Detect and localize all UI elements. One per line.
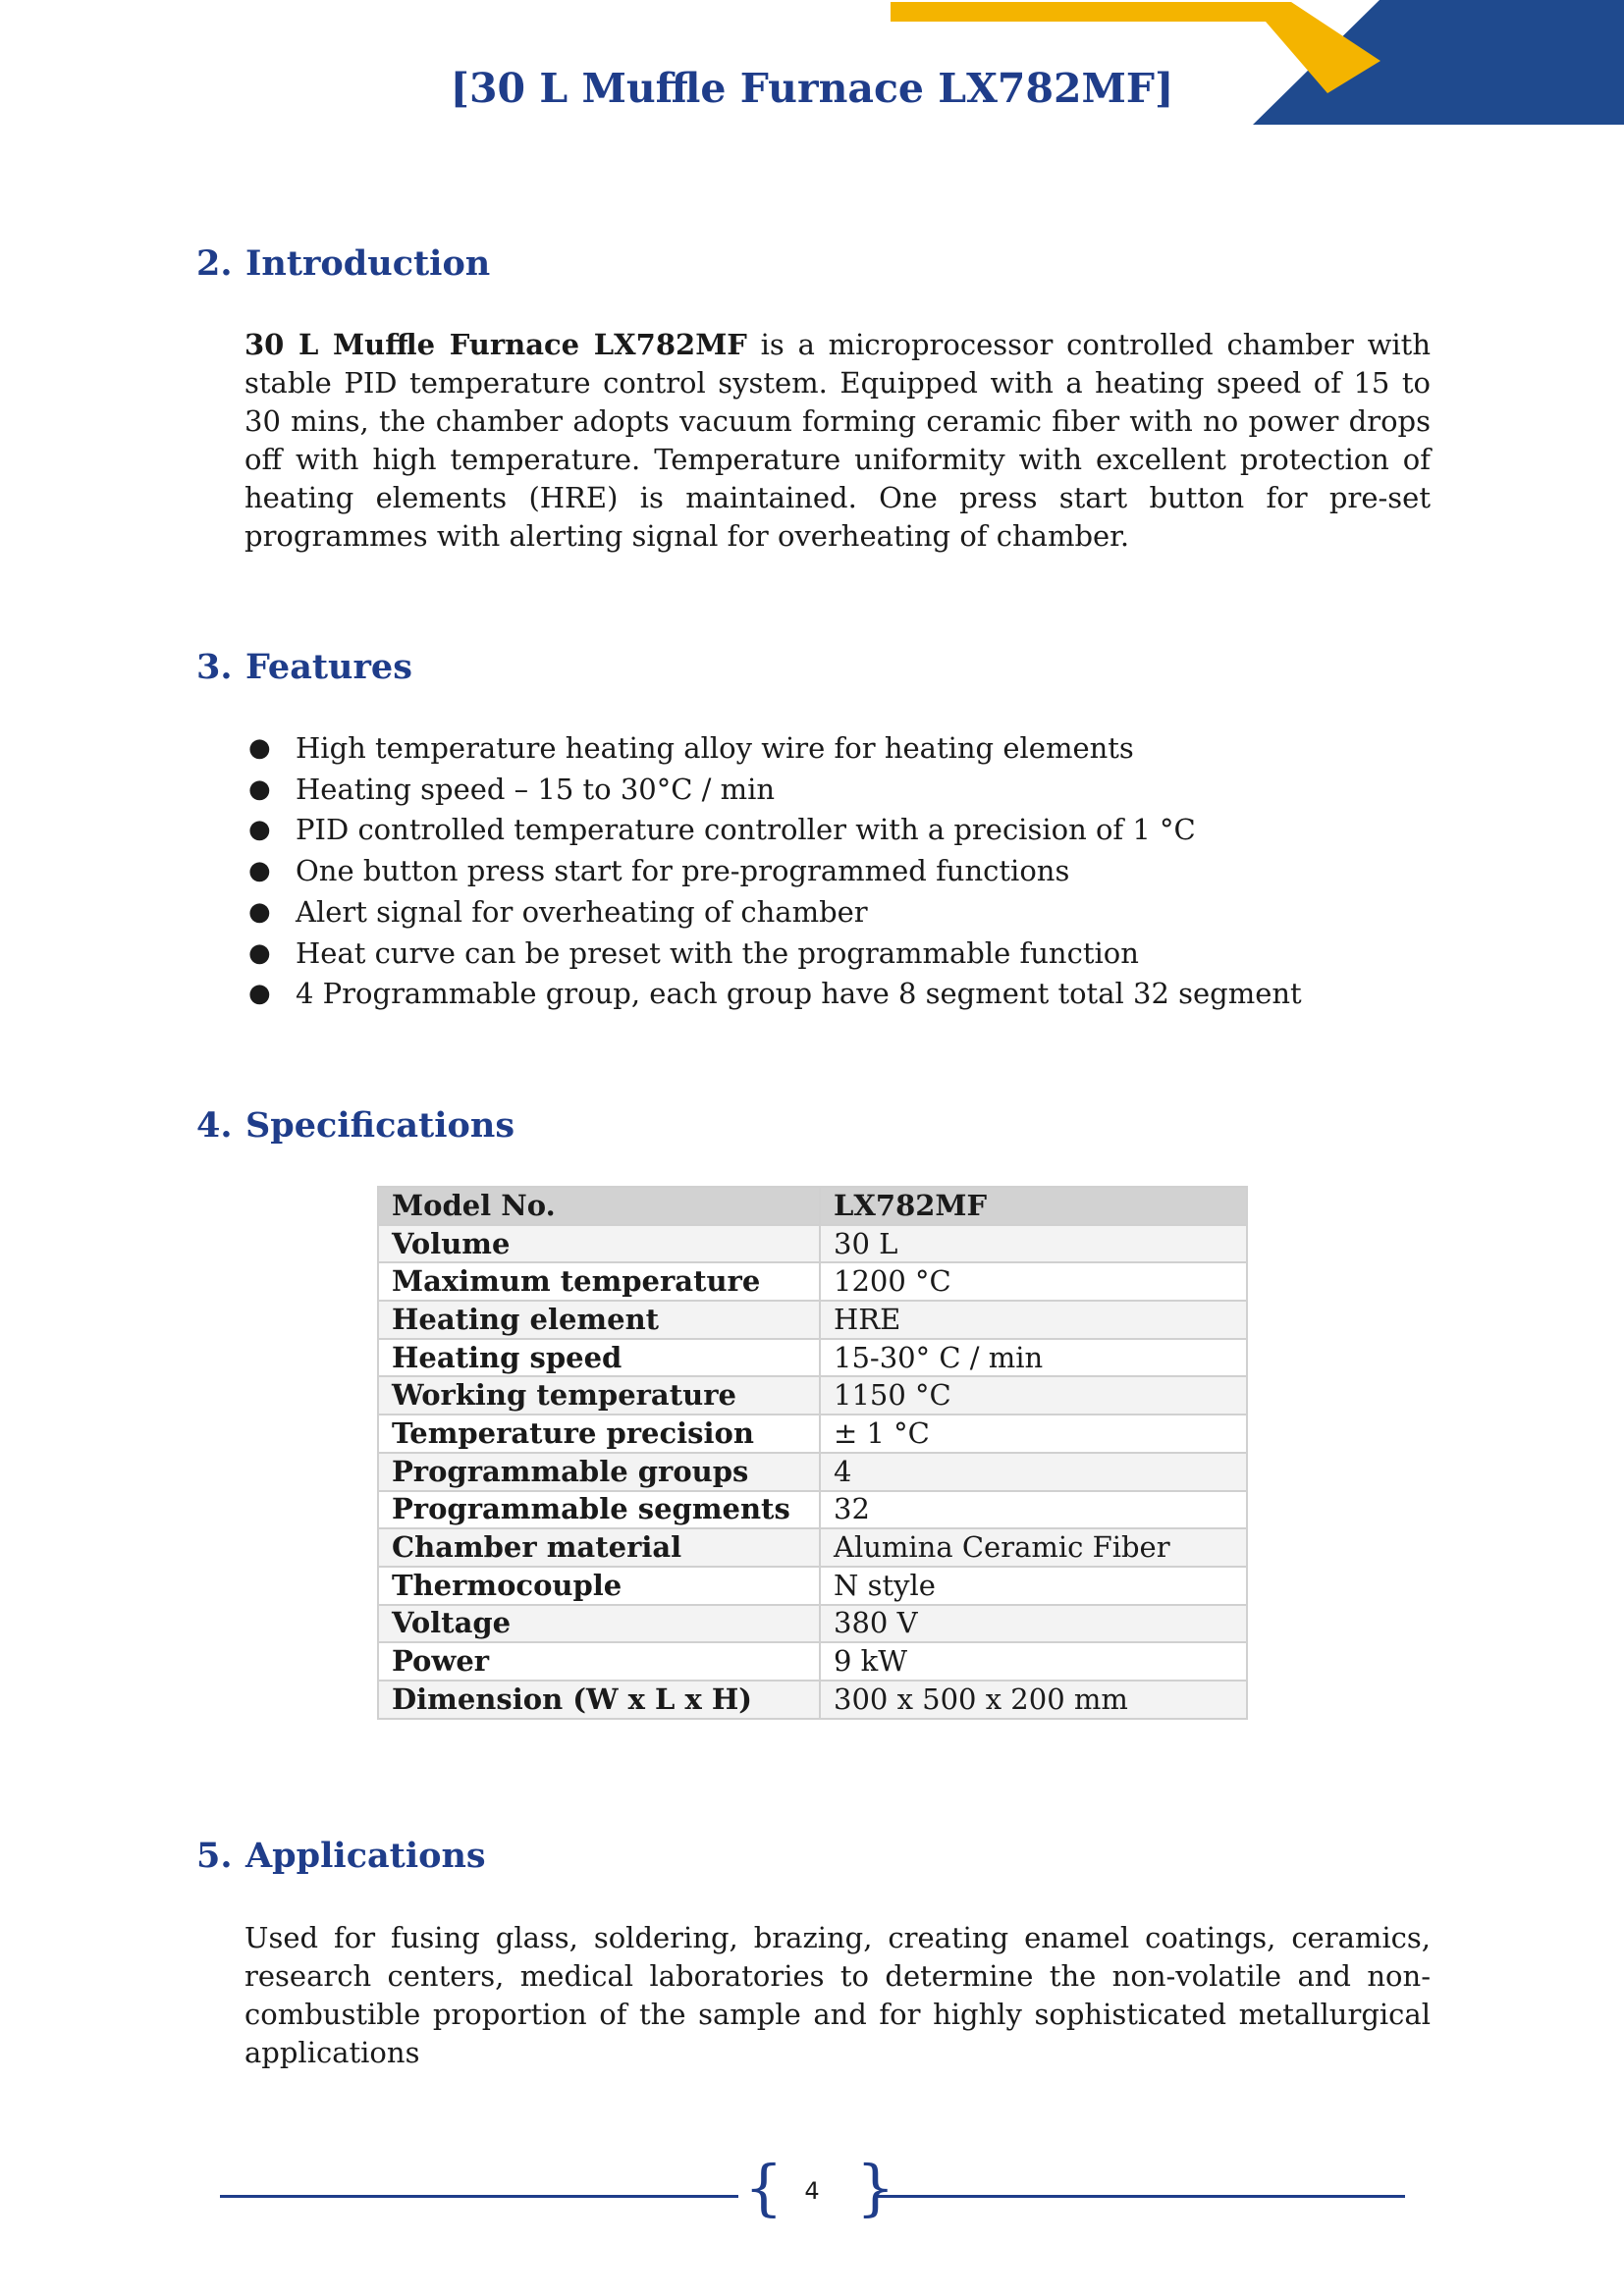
introduction-lead: 30 L Muffle Furnace LX782MF — [244, 328, 747, 361]
table-row — [378, 1339, 1247, 1377]
section-number: 2. — [196, 243, 233, 284]
section-number: 3. — [196, 647, 233, 687]
spec-key: Thermocouple — [378, 1567, 820, 1605]
spec-key: Dimension (W x L x H) — [378, 1681, 820, 1719]
document-title: [30 L Muffle Furnace LX782MF] — [450, 65, 1174, 112]
spec-key: Model No. — [378, 1187, 820, 1225]
applications-paragraph: Used for fusing glass, soldering, brazing, creating enamel coatings, ceramics, research centers, medical laboratories to determine the non-volatile and non-combustible proportion of the sample and for highly sophisticated metallurgical applications — [244, 1921, 1431, 2069]
bullet-icon: ● — [248, 856, 271, 886]
spec-value: 380 V — [820, 1605, 1247, 1643]
bullet-icon: ● — [248, 774, 271, 804]
table-row — [378, 1376, 1247, 1415]
spec-value: ± 1 °C — [820, 1415, 1247, 1453]
spec-value: 32 — [820, 1491, 1247, 1529]
table-row — [378, 1415, 1247, 1453]
table-row — [378, 1301, 1247, 1339]
table-row — [378, 1225, 1247, 1263]
feature-text: PID controlled temperature controller with a precision of 1 °C — [296, 813, 1196, 847]
spec-value: N style — [820, 1567, 1247, 1605]
section-title: Introduction — [245, 243, 491, 284]
table-row — [378, 1642, 1247, 1681]
list-item — [244, 851, 1423, 892]
spec-key: Volume — [378, 1225, 820, 1263]
footer-brace-right: } — [856, 2152, 895, 2223]
feature-text: Alert signal for overheating of chamber — [296, 894, 868, 929]
spec-key: Programmable groups — [378, 1453, 820, 1491]
spec-value: 15-30° C / min — [820, 1339, 1247, 1377]
table-row — [378, 1453, 1247, 1491]
section-heading-features — [196, 647, 412, 687]
section-heading-specifications — [196, 1105, 514, 1146]
spec-key: Programmable segments — [378, 1491, 820, 1529]
spec-key: Working temperature — [378, 1376, 820, 1415]
table-row — [378, 1567, 1247, 1605]
features-list — [244, 728, 1423, 1015]
bullet-icon: ● — [248, 937, 271, 968]
footer-line-right — [877, 2195, 1405, 2198]
spec-value: Alumina Ceramic Fiber — [820, 1528, 1247, 1567]
section-title: Features — [245, 647, 412, 687]
section-number: 4. — [196, 1105, 233, 1146]
list-item — [244, 934, 1423, 975]
table-row — [378, 1187, 1247, 1225]
spec-value: 300 x 500 x 200 mm — [820, 1681, 1247, 1719]
spec-value: 4 — [820, 1453, 1247, 1491]
section-title: Specifications — [245, 1105, 515, 1146]
section-heading-applications — [196, 1836, 486, 1876]
spec-key: Heating speed — [378, 1339, 820, 1377]
table-row — [378, 1528, 1247, 1567]
feature-text: 4 Programmable group, each group have 8 segment total 32 segment — [296, 977, 1302, 1011]
section-number: 5. — [196, 1836, 233, 1876]
bullet-icon: ● — [248, 815, 271, 845]
specifications-table — [377, 1186, 1248, 1720]
bullet-icon: ● — [248, 979, 271, 1009]
feature-text: One button press start for pre-programmed functions — [296, 854, 1070, 888]
list-item — [244, 770, 1423, 811]
spec-value: 1150 °C — [820, 1376, 1247, 1415]
list-item — [244, 728, 1423, 770]
list-item — [244, 892, 1423, 934]
spec-key: Voltage — [378, 1605, 820, 1643]
spec-key: Heating element — [378, 1301, 820, 1339]
feature-text: Heat curve can be preset with the programmable function — [296, 935, 1139, 970]
footer-line-left — [220, 2195, 738, 2198]
section-title: Applications — [245, 1836, 486, 1876]
list-item — [244, 810, 1423, 851]
spec-key: Chamber material — [378, 1528, 820, 1567]
spec-value: HRE — [820, 1301, 1247, 1339]
spec-value: 9 kW — [820, 1642, 1247, 1681]
bullet-icon: ● — [248, 733, 271, 763]
feature-text: Heating speed – 15 to 30°C / min — [296, 772, 776, 806]
spec-value: LX782MF — [820, 1187, 1247, 1225]
table-row — [378, 1491, 1247, 1529]
introduction-paragraph — [244, 326, 1431, 556]
section-heading-introduction — [196, 243, 490, 284]
bullet-icon: ● — [248, 896, 271, 927]
spec-key: Power — [378, 1642, 820, 1681]
list-item — [244, 974, 1423, 1015]
table-row — [378, 1262, 1247, 1301]
introduction-body: is a microprocessor controlled chamber with stable PID temperature control system. Equipped with a heating speed of 15 to 30 mins, the chamber adopts vacuum forming ceramic fiber with no power drops off with high temperature. Temperature uniformity with excellent protection of heating elements (HRE) is maintained. One press start button for pre-set programmes with alerting signal for overheating of chamber. — [244, 328, 1431, 553]
feature-text: High temperature heating alloy wire for heating elements — [296, 731, 1134, 765]
spec-value: 1200 °C — [820, 1262, 1247, 1301]
spec-key: Temperature precision — [378, 1415, 820, 1453]
page-number: 4 — [804, 2177, 820, 2205]
table-row — [378, 1681, 1247, 1719]
footer-brace-left: { — [744, 2152, 784, 2223]
table-row — [378, 1605, 1247, 1643]
spec-value: 30 L — [820, 1225, 1247, 1263]
spec-key: Maximum temperature — [378, 1262, 820, 1301]
